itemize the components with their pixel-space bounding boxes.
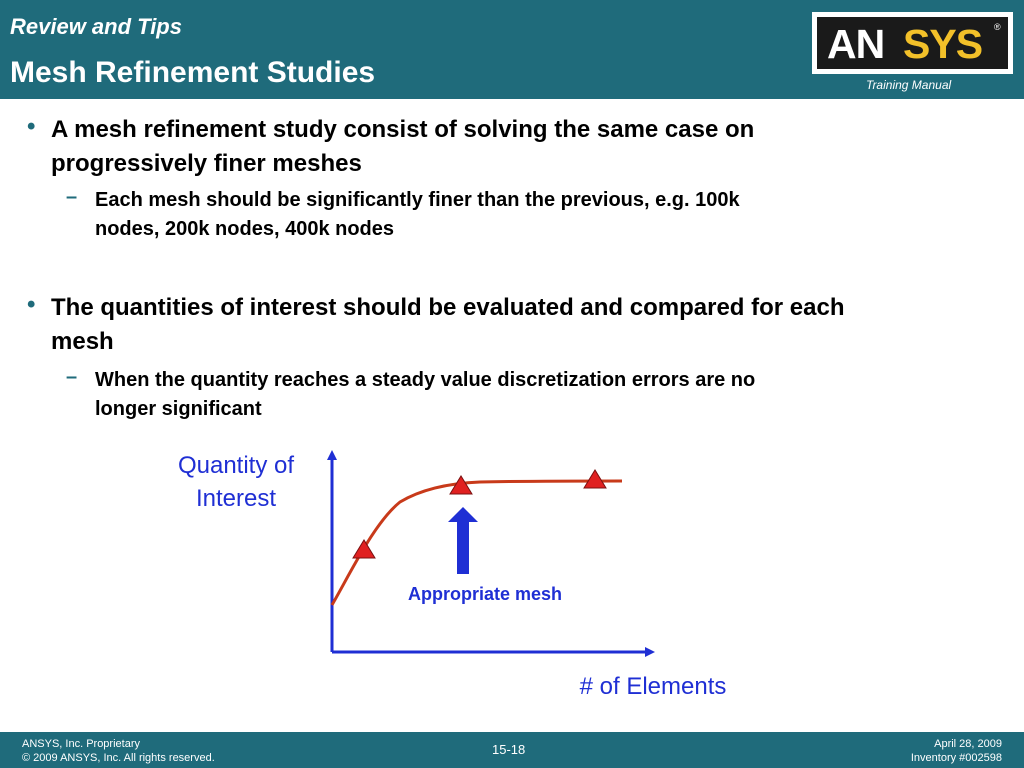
- footer-copyright: [22, 737, 215, 765]
- bullet-line: The quantities of interest should be evaluated and compared for each: [51, 294, 845, 321]
- footer-date: April 28, 2009: [934, 738, 1002, 750]
- logo-text-an: AN: [827, 21, 885, 67]
- sub-bullet-line: nodes, 200k nodes, 400k nodes: [95, 218, 395, 240]
- slide-title: Mesh Refinement Studies: [10, 56, 376, 89]
- y-axis-label: Interest: [195, 485, 277, 512]
- logo-text-sys: SYS: [903, 21, 983, 67]
- mesh-point-marker: [584, 470, 606, 488]
- footer-rights: © 2009 ANSYS, Inc. All rights reserved.: [22, 752, 215, 764]
- sub-bullet-line: Each mesh should be significantly finer than the previous, e.g. 100k: [95, 189, 740, 211]
- bullet-marker: •: [27, 113, 36, 140]
- header-bar: [0, 0, 1024, 99]
- footer-date-inventory: [911, 737, 1002, 765]
- mesh-point-marker: [353, 540, 375, 558]
- bullet-marker: •: [27, 291, 36, 318]
- bullet-line: progressively finer meshes: [51, 150, 362, 177]
- sub-bullet-line: longer significant: [95, 398, 262, 420]
- convergence-curve: [332, 481, 622, 605]
- bullet-line: A mesh refinement study consist of solving the same case on: [51, 116, 755, 143]
- page-number: 15-18: [492, 742, 526, 757]
- y-axis-label: Quantity of: [177, 452, 295, 479]
- sub-bullet-marker: –: [66, 186, 78, 208]
- ansys-logo: [812, 12, 1013, 74]
- logo-background: [817, 17, 1008, 69]
- bullet-text: [51, 113, 1001, 181]
- x-axis-label: # of Elements: [579, 673, 727, 700]
- sub-bullet-text: [95, 366, 995, 424]
- training-manual-label: Training Manual: [866, 78, 952, 92]
- sub-bullet-line: When the quantity reaches a steady value discretization errors are no: [95, 369, 756, 391]
- footer-inventory: Inventory #002598: [910, 752, 1002, 764]
- appropriate-mesh-annotation: Appropriate mesh: [407, 584, 563, 604]
- footer-proprietary: ANSYS, Inc. Proprietary: [22, 738, 140, 750]
- logo-registered-mark: ®: [994, 22, 1001, 32]
- sub-bullet-text: [95, 186, 995, 244]
- bullet-line: mesh: [51, 328, 114, 355]
- mesh-point-marker: [450, 476, 472, 494]
- up-arrow-icon: [448, 507, 478, 574]
- footer-bar: [0, 732, 1024, 768]
- bullet-text: [51, 291, 1001, 359]
- section-subtitle: Review and Tips: [10, 14, 182, 39]
- sub-bullet-marker: –: [66, 366, 78, 388]
